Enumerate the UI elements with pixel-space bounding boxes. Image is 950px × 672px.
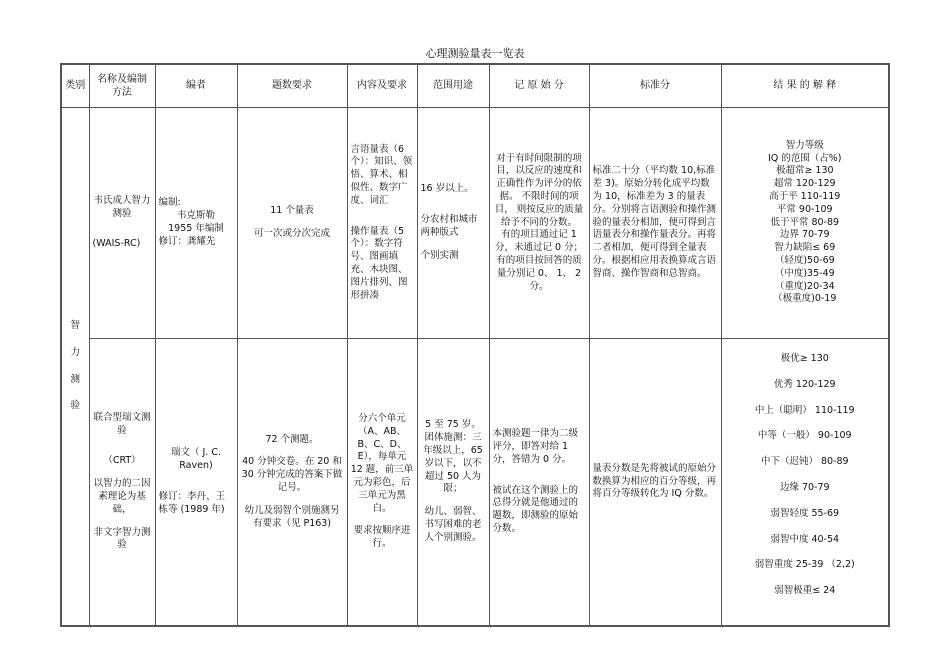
header-category: 类别: [61, 64, 89, 108]
page-title: 心理测验量表一览表: [425, 47, 525, 60]
wais-scope: 16 岁以上。 分农村和城市两种版式 个别实测: [417, 108, 489, 339]
header-scope: 范围用途: [417, 64, 489, 108]
header-name: 名称及编制方法: [89, 64, 155, 108]
crt-standard-score: 量表分数是先将被试的原始分数换算为相应的百分等级，再将百分等级转化为 IQ 分数。: [589, 339, 721, 627]
crt-raw-score: 本测验题一律为二级评分，即答对给 1 分，答错为 0 分。 被试在这个测验上的总得分就是他通过的题数，即测验的原始分数。: [489, 339, 589, 627]
wais-content: 言语量表（6个）：知识、领悟、算术、相似性、数字广度、词汇 操作量表（5个）：数字符号、图画填充、木块图、图片排列、图形拼凑: [347, 108, 417, 339]
category-char: 测: [70, 373, 80, 385]
crt-result: 极优≥ 130 优秀 120-129 中上（聪明） 110-119 中等（一般） 90-109 中下（迟钝） 80-89 边缘 70-79 弱智轻度 55-69 弱智中度 40-54 弱智重度 25-39 （2,2) 弱智极重≤ 24: [721, 339, 889, 627]
category-char: 智: [70, 319, 80, 331]
header-standard-score: 标准分: [589, 64, 721, 108]
crt-scope: 5 至 75 岁。团体施测：三年级以上，65 岁以下，以不超过 50 人为限； 幼儿、弱智、书写困难的老人个别测验。: [417, 339, 489, 627]
category-char: 验: [70, 400, 80, 412]
crt-author: 瑞文（ J. C. Raven) 修订：李丹、王栋等 (1989 年): [155, 339, 237, 627]
header-raw-score: 记 原 始 分: [489, 64, 589, 108]
header-content: 内容及要求: [347, 64, 417, 108]
header-result: 结 果 的 解 释: [721, 64, 889, 108]
wais-items: 11 个量表 可一次或分次完成: [237, 108, 347, 339]
crt-items: 72 个测题。 40 分钟交卷。在 20 和 30 分钟完成的答案下做记号。 幼儿及弱智个别施测另有要求（见 P163): [237, 339, 347, 627]
header-author: 编者: [155, 64, 237, 108]
wais-author: 编制: 韦克斯勒 1955 年编制 修订：龚耀先: [155, 108, 237, 339]
header-items: 题数要求: [237, 64, 347, 108]
table-row-crt: [61, 339, 889, 627]
wais-result: 智力等级 IQ 的范围（占%) 极超常≥ 130 超常 120-129 高于平 110-119 平常 90-109 低于平常 80-89 边界 70-79 智力缺陷≤ 69 （轻度)50-69 （中度)35-49 （重度)20-34 （极重度)0-19: [721, 108, 889, 339]
wais-standard-score: 标准二十分（平均数 10,标准差 3)。原始分转化成平均数为 10，标准差为 3 的量表分。分别将言语测验和操作测验的量表分相加，便可得到言语量表分和操作量表分。再将二者相加，便可得到全量表分。根据相应用表换算成言语智商、操作智商和总智商。: [589, 108, 721, 339]
table-row-wais: [61, 108, 889, 339]
wais-raw-score: 对于有时间限制的项目，以反应的速度和正确性作为评分的依据。 不限时间的项目， 则按反应的质量给予不同的分数。 有的项目通过记 1 分，未通过记 0 分；有的项目按回答的质量分别记 0、 1、 2 分。: [489, 108, 589, 339]
header-row: [61, 64, 889, 108]
category-cell: [61, 108, 89, 627]
category-char: 力: [70, 346, 80, 358]
wais-name: 韦氏成人智力测验 (WAIS-RC): [89, 108, 155, 339]
crt-content: 分六个单元（A、AB、B、C、D、E），每单元 12 题，前三单元为彩色，后三单元为黑白。 要求按顺序进行。: [347, 339, 417, 627]
scale-table: [60, 63, 890, 627]
crt-name: 联合型瑞文测验 （CRT） 以智力的二因素理论为基础， 非文字智力测验: [89, 339, 155, 627]
